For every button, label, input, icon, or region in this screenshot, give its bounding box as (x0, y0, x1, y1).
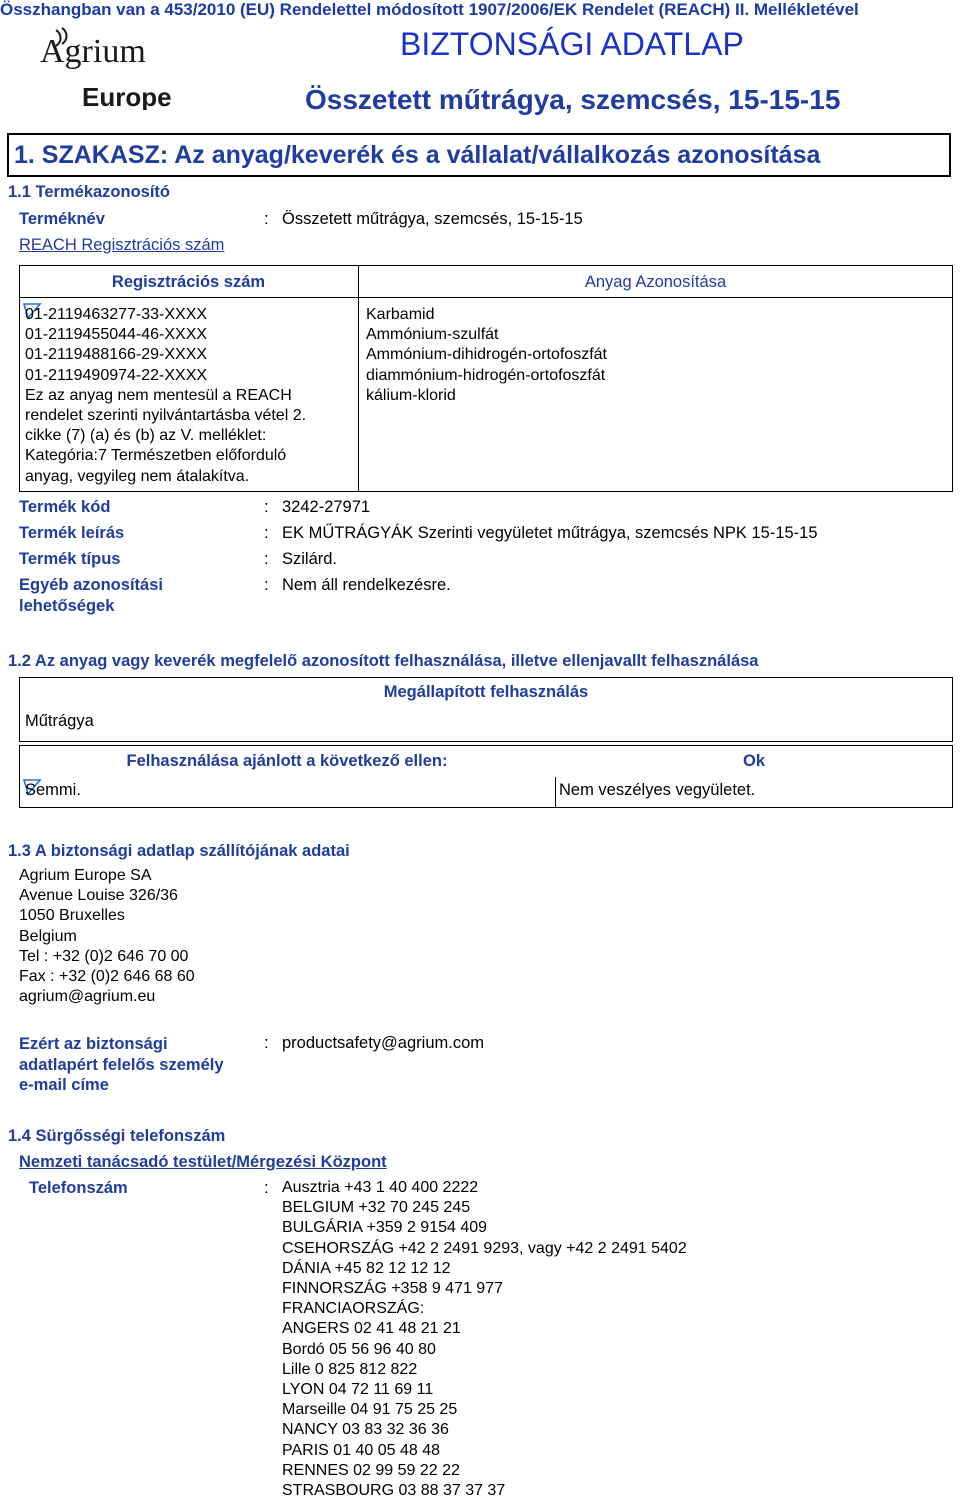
label-line: Ezért az biztonsági (19, 1035, 168, 1053)
subsection-1-4-title: 1.4 Sürgősségi telefonszám (8, 1127, 226, 1145)
phone-line: BELGIUM +32 70 245 245 (282, 1199, 471, 1217)
list-item: Ez az anyag nem mentesül a REACH (25, 386, 292, 404)
product-type-label: Termék típus (19, 550, 121, 568)
address-line: Tel : +32 (0)2 646 70 00 (19, 947, 189, 965)
address-line: Fax : +32 (0)2 646 68 60 (19, 968, 195, 986)
table-divider (358, 265, 359, 492)
product-code-value: 3242-27971 (282, 498, 371, 516)
colon: : (264, 576, 269, 594)
wheat-icon (38, 22, 178, 110)
address-line: 1050 Bruxelles (19, 907, 125, 925)
reason-value: Nem veszélyes vegyületet. (559, 781, 756, 799)
phone-line: Bordó 05 56 96 40 80 (282, 1340, 436, 1358)
colon: : (264, 1034, 269, 1052)
colon: : (264, 550, 269, 568)
responsible-person-label (19, 1034, 224, 1096)
product-title: Összetett műtrágya, szemcsés, 15-15-15 (305, 84, 841, 115)
list-item: diammónium-hidrogén-ortofoszfát (366, 366, 606, 384)
reg-number-list (25, 305, 355, 487)
other-id-label (19, 576, 163, 616)
phone-line: RENNES 02 99 59 22 22 (282, 1461, 460, 1479)
colon: : (264, 524, 269, 542)
phone-line: CSEHORSZÁG +42 2 2491 9293, vagy +42 2 2491 5402 (282, 1239, 687, 1257)
list-item: 01-2119490974-22-XXXX (25, 366, 208, 384)
product-type-value: Szilárd. (282, 550, 338, 568)
phone-line: Ausztria +43 1 40 400 2222 (282, 1179, 479, 1196)
reason-header: Ok (742, 752, 765, 770)
list-item: Kategória:7 Természetben előforduló (25, 447, 287, 465)
phone-line: PARIS 01 40 05 48 48 (282, 1441, 441, 1459)
substance-id-header: Anyag Azonosítása (584, 273, 727, 291)
agrium-logo (38, 22, 178, 110)
phone-line: LYON 04 72 11 69 11 (282, 1381, 434, 1399)
colon: : (264, 498, 269, 516)
address-line: Agrium Europe SA (19, 867, 152, 884)
supplier-address (19, 866, 195, 1007)
list-item: 01-2119463277-33-XXXX (25, 306, 208, 323)
advised-against-value: Semmi. (25, 781, 81, 799)
logo-wordmark: Agrium (40, 33, 146, 70)
list-item: anyag, vegyileg nem átalakítva. (25, 467, 250, 485)
phone-line: NANCY 03 83 32 36 36 (282, 1421, 449, 1439)
reg-number-header: Regisztrációs szám (111, 273, 266, 291)
identified-use-header: Megállapított felhasználás (383, 683, 589, 701)
poison-center-label: Nemzeti tanácsadó testület/Mérgezési Központ (19, 1153, 387, 1171)
phone-line: FRANCIAORSZÁG: (282, 1300, 425, 1318)
list-item: Karbamid (366, 306, 435, 323)
list-item: cikke (7) (a) és (b) az V. melléklet: (25, 427, 267, 445)
section-1-title: 1. SZAKASZ: Az anyag/keverék és a vállalat/vállalkozás azonosítása (14, 141, 821, 169)
other-id-label-line: lehetőségek (19, 597, 115, 615)
subsection-1-2-title: 1.2 Az anyag vagy keverék megfelelő azonosított felhasználása, illetve ellenjavallt felhasználása (8, 652, 759, 670)
phone-line: FINNORSZÁG +358 9 471 977 (282, 1280, 503, 1298)
product-desc-value: EK MŰTRÁGYÁK Szerinti vegyületet műtrágya, szemcsés NPK 15-15-15 (282, 524, 818, 542)
other-id-label-line: Egyéb azonosítási (19, 576, 163, 594)
phone-line: Lille 0 825 812 822 (282, 1360, 418, 1378)
other-id-value: Nem áll rendelkezésre. (282, 576, 451, 594)
supplier-email[interactable]: agrium@agrium.eu (19, 988, 156, 1006)
table-divider (555, 777, 556, 808)
regulation-note: Összhangban van a 453/2010 (EU) Rendelettel módosított 1907/2006/EK Rendelet (REACH) II. Mellékletével (0, 0, 859, 19)
list-item: kálium-klorid (366, 386, 456, 404)
colon: : (264, 210, 269, 228)
product-code-label: Termék kód (19, 498, 111, 516)
address-line: Belgium (19, 927, 77, 945)
list-item: Ammónium-dihidrogén-ortofoszfát (366, 346, 607, 364)
phone-line: STRASBOURG 03 88 37 37 37 (282, 1482, 506, 1500)
label-line: adatlapért felelős személy (19, 1055, 224, 1074)
colon: : (264, 1179, 269, 1197)
phone-line: ANGERS 02 41 48 21 21 (282, 1320, 461, 1338)
list-item: 01-2119455044-46-XXXX (25, 326, 208, 344)
subsection-1-1-title: 1.1 Termékazonosító (8, 183, 170, 201)
responsible-person-email[interactable]: productsafety@agrium.com (282, 1034, 484, 1052)
substance-list (366, 305, 946, 406)
logo-subtext: Europe (82, 82, 172, 110)
product-name-label: Terméknév (19, 210, 105, 228)
table-divider (19, 297, 953, 298)
advised-against-header: Felhasználása ajánlott a következő ellen: (126, 752, 448, 770)
reach-label: REACH Regisztrációs szám (19, 236, 225, 254)
phone-list (282, 1178, 687, 1501)
phone-line: DÁNIA +45 82 12 12 12 (282, 1259, 451, 1277)
subsection-1-3-title: 1.3 A biztonsági adatlap szállítójának adatai (8, 842, 350, 860)
list-item: Ammónium-szulfát (366, 326, 499, 344)
document-title: BIZTONSÁGI ADATLAP (400, 26, 744, 62)
phone-line: BULGÁRIA +359 2 9154 409 (282, 1219, 488, 1237)
phone-line: Marseille 04 91 75 25 25 (282, 1401, 458, 1419)
list-item: 01-2119488166-29-XXXX (25, 346, 208, 364)
phone-label: Telefonszám (29, 1179, 128, 1197)
list-item: rendelet szerinti nyilvántartásba vétel 2. (25, 407, 307, 425)
address-line: Avenue Louise 326/36 (19, 887, 178, 905)
product-name-value: Összetett műtrágya, szemcsés, 15-15-15 (282, 210, 583, 228)
identified-use-value: Műtrágya (25, 712, 94, 730)
product-desc-label: Termék leírás (19, 524, 125, 542)
label-line: e-mail címe (19, 1076, 109, 1094)
